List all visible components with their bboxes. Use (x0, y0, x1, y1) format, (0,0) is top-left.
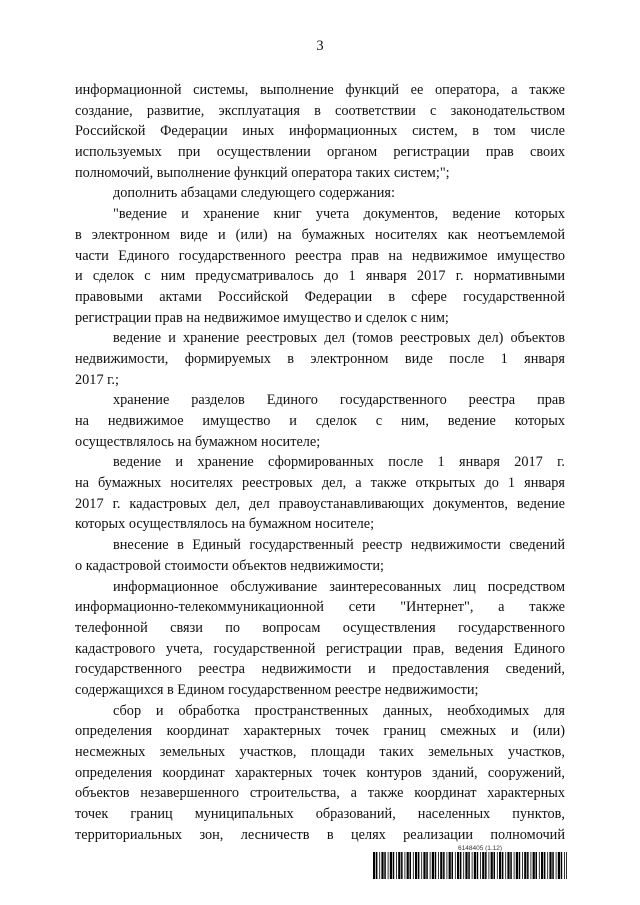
text-line: информационной системы, выполнение функций ее оператора, а также (75, 82, 565, 98)
document-code: 6148405 (1.12) (458, 845, 503, 852)
text-line: о кадастровой стоимости объектов недвижимости; (75, 557, 384, 574)
paragraph (75, 452, 565, 535)
text-line: в электронном виде и (или) на бумажных носителях как неотъемлемой (75, 226, 565, 243)
text-line: недвижимости, формируемых в электронном виде после 1 января (75, 350, 565, 367)
text-line: несмежных земельных участков, площади таких земельных участков, (75, 744, 565, 760)
paragraph (75, 204, 565, 328)
text-line: объектов незавершенного строительства, а также координат характерных (75, 785, 565, 802)
text-line: телефонной связи по вопросам осуществления государственного (75, 619, 565, 636)
text-line: на бумажных носителях реестровых дел, а также открытых до 1 января (75, 475, 565, 492)
text-line: правовыми актами Российской Федерации в сфере государственной (75, 288, 565, 305)
text-line: части Единого государственного реестра прав на недвижимое имущество (75, 247, 565, 264)
text-line: которых осуществлялось на бумажном носителе; (75, 516, 375, 533)
paragraph (75, 535, 565, 576)
text-line: "ведение и хранение книг учета документов, ведение которых (113, 206, 565, 223)
text-line: сбор и обработка пространственных данных, необходимых для (113, 702, 565, 719)
text-line: 2017 г. кадастровых дел, дел правоустанавливающих документов, ведение (75, 495, 565, 512)
page-number: 3 (316, 38, 324, 54)
text-line: Российской Федерации иных информационных систем, в том числе (75, 123, 565, 140)
text-line: осуществлялось на бумажном носителе; (75, 433, 321, 450)
text-line: 2017 г.; (75, 371, 119, 388)
text-line: и сделок с ним предусматривалось до 1 января 2017 г. нормативными (75, 268, 565, 285)
text-line: государственного реестра недвижимости и предоставления сведений, (75, 661, 565, 678)
text-line: хранение разделов Единого государственного реестра прав (113, 392, 565, 409)
text-line: определения координат характерных точек границ смежных и (или) (75, 723, 565, 740)
text-line: используемых при осуществлении органом регистрации прав своих (75, 144, 565, 161)
text-line: определения координат характерных точек контуров зданий, сооружений, (75, 764, 565, 781)
text-line: территориальных зон, лесничеств в целях реализации полномочий (75, 826, 565, 843)
paragraph (75, 701, 565, 846)
document-body (75, 80, 565, 845)
text-line: точек границ муниципальных образований, населенных пунктов, (75, 806, 565, 823)
text-line: создание, развитие, эксплуатация в соответствии с законодательством (75, 102, 565, 119)
paragraph (75, 328, 565, 390)
barcode (373, 852, 567, 879)
text-line: ведение и хранение реестровых дел (томов реестровых дел) объектов (113, 330, 565, 347)
paragraph (75, 577, 565, 701)
text-line: ведение и хранение сформированных после 1 января 2017 г. (113, 454, 565, 471)
text-line: информационное обслуживание заинтересованных лиц посредством (113, 578, 565, 595)
text-line: содержащихся в Едином государственном реестре недвижимости; (75, 681, 479, 698)
text-line: регистрации прав на недвижимое имущество и сделок с ним; (75, 309, 449, 326)
text-line: дополнить абзацами следующего содержания: (113, 185, 395, 202)
text-line: на недвижимое имущество и сделок с ним, ведение которых (75, 413, 565, 429)
text-line: кадастрового учета, государственной регистрации прав, ведения Единого (75, 640, 565, 657)
text-line: внесение в Единый государственный реестр недвижимости сведений (113, 537, 565, 554)
paragraph (75, 390, 565, 452)
paragraph (75, 183, 565, 204)
paragraph (75, 80, 565, 183)
text-line: полномочий, выполнение функций оператора таких систем;"; (75, 164, 450, 181)
text-line: информационно-телекоммуникационной сети "Интернет", а также (75, 599, 565, 616)
